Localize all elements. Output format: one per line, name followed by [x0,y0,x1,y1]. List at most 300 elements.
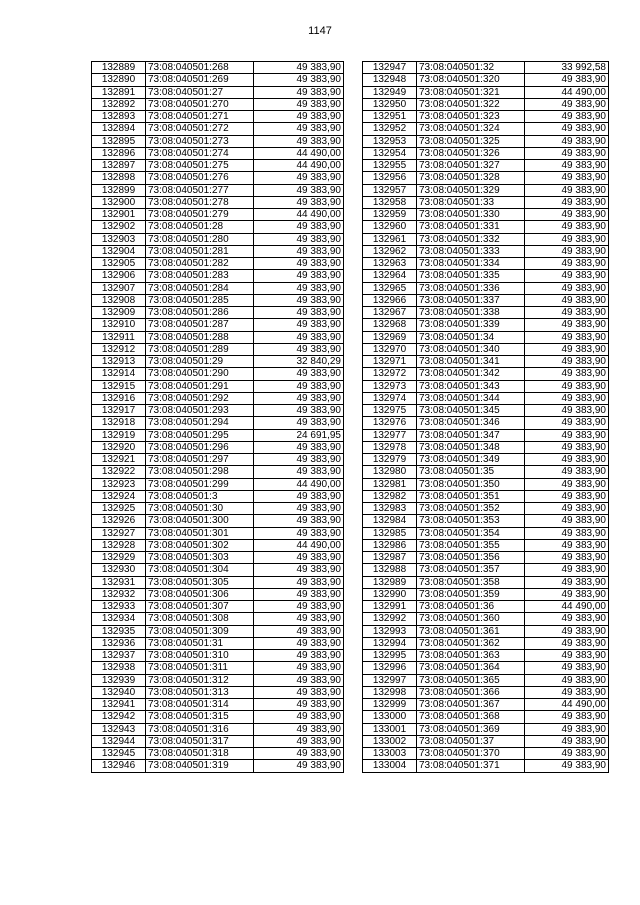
record-number-cell: 132934 [92,613,146,625]
cadastral-number-cell: 73:08:040501:353 [417,515,525,527]
cadastral-number-cell: 73:08:040501:305 [146,576,254,588]
cadastral-number-cell: 73:08:040501:351 [417,490,525,502]
cadastral-number-cell: 73:08:040501:292 [146,392,254,404]
table-row [92,711,344,723]
table-row [92,86,344,98]
cadastral-number-cell: 73:08:040501:269 [146,74,254,86]
cadastral-number-cell: 73:08:040501:268 [146,62,254,74]
cadastral-number-cell: 73:08:040501:346 [417,417,525,429]
cadastral-number-cell: 73:08:040501:3 [146,490,254,502]
cadastral-number-cell: 73:08:040501:363 [417,650,525,662]
table-row [92,478,344,490]
value-cell: 49 383,90 [525,123,609,135]
value-cell: 49 383,90 [254,490,344,502]
record-number-cell: 132985 [363,527,417,539]
table-row [92,650,344,662]
cadastral-number-cell: 73:08:040501:357 [417,564,525,576]
cadastral-number-cell: 73:08:040501:297 [146,454,254,466]
table-row [92,356,344,368]
value-cell: 49 383,90 [525,368,609,380]
value-cell: 49 383,90 [254,552,344,564]
value-cell: 49 383,90 [254,294,344,306]
cadastral-number-cell: 73:08:040501:306 [146,588,254,600]
record-number-cell: 132973 [363,380,417,392]
value-cell: 24 691,95 [254,429,344,441]
value-cell: 49 383,90 [254,86,344,98]
value-cell: 49 383,90 [525,147,609,159]
record-number-cell: 132897 [92,160,146,172]
value-cell: 49 383,90 [525,625,609,637]
cadastral-number-cell: 73:08:040501:320 [417,74,525,86]
cadastral-number-cell: 73:08:040501:280 [146,233,254,245]
cadastral-number-cell: 73:08:040501:319 [146,760,254,772]
value-cell: 49 383,90 [525,405,609,417]
value-cell: 49 383,90 [525,429,609,441]
table-row [92,637,344,649]
value-cell: 49 383,90 [254,172,344,184]
cadastral-number-cell: 73:08:040501:347 [417,429,525,441]
cadastral-number-cell: 73:08:040501:348 [417,441,525,453]
table-row [92,417,344,429]
table-row [363,135,609,147]
value-cell: 49 383,90 [525,209,609,221]
record-number-cell: 132906 [92,270,146,282]
cadastral-number-cell: 73:08:040501:369 [417,723,525,735]
table-row [92,674,344,686]
cadastral-number-cell: 73:08:040501:335 [417,270,525,282]
value-cell: 49 383,90 [254,417,344,429]
table-row [363,368,609,380]
record-number-cell: 132949 [363,86,417,98]
value-cell: 49 383,90 [254,650,344,662]
cadastral-number-cell: 73:08:040501:342 [417,368,525,380]
value-cell: 49 383,90 [254,748,344,760]
table-row [363,601,609,613]
record-number-cell: 132918 [92,417,146,429]
table-row [363,662,609,674]
value-cell: 49 383,90 [254,613,344,625]
record-number-cell: 132942 [92,711,146,723]
table-row [363,527,609,539]
value-cell: 49 383,90 [254,331,344,343]
value-cell: 49 383,90 [525,307,609,319]
value-cell: 49 383,90 [254,233,344,245]
value-cell: 49 383,90 [254,135,344,147]
table-row [92,172,344,184]
value-cell: 49 383,90 [254,270,344,282]
cadastral-number-cell: 73:08:040501:275 [146,160,254,172]
record-number-cell: 133000 [363,711,417,723]
cadastral-number-cell: 73:08:040501:277 [146,184,254,196]
table-row [363,699,609,711]
record-number-cell: 132920 [92,441,146,453]
record-number-cell: 132978 [363,441,417,453]
value-cell: 49 383,90 [254,221,344,233]
cadastral-number-cell: 73:08:040501:312 [146,674,254,686]
cadastral-number-cell: 73:08:040501:287 [146,319,254,331]
value-cell: 49 383,90 [254,588,344,600]
cadastral-number-cell: 73:08:040501:349 [417,454,525,466]
record-number-cell: 132932 [92,588,146,600]
value-cell: 49 383,90 [254,245,344,257]
value-cell: 49 383,90 [525,343,609,355]
cadastral-number-cell: 73:08:040501:285 [146,294,254,306]
record-number-cell: 132999 [363,699,417,711]
value-cell: 49 383,90 [254,196,344,208]
value-cell: 49 383,90 [525,564,609,576]
table-row [363,674,609,686]
record-number-cell: 132905 [92,258,146,270]
value-cell: 49 383,90 [254,282,344,294]
value-cell: 44 490,00 [254,539,344,551]
cadastral-number-cell: 73:08:040501:32 [417,62,525,74]
record-number-cell: 132968 [363,319,417,331]
record-number-cell: 132902 [92,221,146,233]
record-number-cell: 132975 [363,405,417,417]
record-number-cell: 132936 [92,637,146,649]
value-cell: 49 383,90 [254,454,344,466]
table-row [363,650,609,662]
record-number-cell: 132965 [363,282,417,294]
value-cell: 49 383,90 [525,417,609,429]
record-number-cell: 132953 [363,135,417,147]
record-number-cell: 132980 [363,466,417,478]
cadastral-number-cell: 73:08:040501:361 [417,625,525,637]
cadastral-number-cell: 73:08:040501:36 [417,601,525,613]
table-row [363,686,609,698]
cadastral-number-cell: 73:08:040501:313 [146,686,254,698]
record-number-cell: 132991 [363,601,417,613]
table-row [363,343,609,355]
value-cell: 49 383,90 [525,515,609,527]
cadastral-number-cell: 73:08:040501:330 [417,209,525,221]
table-row [92,539,344,551]
cadastral-number-cell: 73:08:040501:300 [146,515,254,527]
record-number-cell: 132925 [92,503,146,515]
table-row [92,209,344,221]
registry-table-body [363,62,609,773]
record-number-cell: 132919 [92,429,146,441]
cadastral-number-cell: 73:08:040501:339 [417,319,525,331]
table-row [363,539,609,551]
record-number-cell: 132899 [92,184,146,196]
cadastral-number-cell: 73:08:040501:30 [146,503,254,515]
value-cell: 44 490,00 [254,209,344,221]
cadastral-number-cell: 73:08:040501:316 [146,723,254,735]
registry-table-left [91,61,344,773]
record-number-cell: 132893 [92,111,146,123]
value-cell: 49 383,90 [525,490,609,502]
cadastral-number-cell: 73:08:040501:327 [417,160,525,172]
value-cell: 49 383,90 [254,625,344,637]
cadastral-number-cell: 73:08:040501:352 [417,503,525,515]
record-number-cell: 133001 [363,723,417,735]
value-cell: 49 383,90 [525,454,609,466]
cadastral-number-cell: 73:08:040501:35 [417,466,525,478]
table-row [363,233,609,245]
cadastral-number-cell: 73:08:040501:324 [417,123,525,135]
record-number-cell: 132983 [363,503,417,515]
table-row [363,258,609,270]
table-row [92,735,344,747]
cadastral-number-cell: 73:08:040501:274 [146,147,254,159]
value-cell: 49 383,90 [254,735,344,747]
cadastral-number-cell: 73:08:040501:34 [417,331,525,343]
record-number-cell: 132929 [92,552,146,564]
value-cell: 49 383,90 [254,662,344,674]
record-number-cell: 132915 [92,380,146,392]
value-cell: 49 383,90 [525,503,609,515]
cadastral-number-cell: 73:08:040501:283 [146,270,254,282]
cadastral-number-cell: 73:08:040501:298 [146,466,254,478]
record-number-cell: 132892 [92,98,146,110]
cadastral-number-cell: 73:08:040501:366 [417,686,525,698]
value-cell: 49 383,90 [525,245,609,257]
cadastral-number-cell: 73:08:040501:362 [417,637,525,649]
table-row [92,490,344,502]
record-number-cell: 132896 [92,147,146,159]
cadastral-number-cell: 73:08:040501:371 [417,760,525,772]
table-row [92,307,344,319]
value-cell: 49 383,90 [254,711,344,723]
table-row [92,319,344,331]
record-number-cell: 132917 [92,405,146,417]
cadastral-number-cell: 73:08:040501:359 [417,588,525,600]
table-row [92,258,344,270]
table-row [363,62,609,74]
record-number-cell: 132898 [92,172,146,184]
cadastral-number-cell: 73:08:040501:272 [146,123,254,135]
value-cell: 49 383,90 [525,466,609,478]
record-number-cell: 132958 [363,196,417,208]
value-cell: 49 383,90 [254,184,344,196]
cadastral-number-cell: 73:08:040501:291 [146,380,254,392]
value-cell: 49 383,90 [254,674,344,686]
table-row [363,98,609,110]
table-row [363,221,609,233]
table-row [363,441,609,453]
value-cell: 49 383,90 [525,380,609,392]
cadastral-number-cell: 73:08:040501:278 [146,196,254,208]
cadastral-number-cell: 73:08:040501:365 [417,674,525,686]
registry-table-body [92,62,344,773]
record-number-cell: 132995 [363,650,417,662]
cadastral-number-cell: 73:08:040501:296 [146,441,254,453]
cadastral-number-cell: 73:08:040501:340 [417,343,525,355]
value-cell: 49 383,90 [525,172,609,184]
cadastral-number-cell: 73:08:040501:293 [146,405,254,417]
table-row [92,343,344,355]
cadastral-number-cell: 73:08:040501:276 [146,172,254,184]
table-row [363,760,609,772]
value-cell: 49 383,90 [525,282,609,294]
cadastral-number-cell: 73:08:040501:355 [417,539,525,551]
cadastral-number-cell: 73:08:040501:308 [146,613,254,625]
record-number-cell: 132923 [92,478,146,490]
record-number-cell: 132933 [92,601,146,613]
record-number-cell: 132963 [363,258,417,270]
cadastral-number-cell: 73:08:040501:289 [146,343,254,355]
table-row [363,625,609,637]
table-row [363,588,609,600]
value-cell: 49 383,90 [525,686,609,698]
record-number-cell: 132900 [92,196,146,208]
record-number-cell: 132948 [363,74,417,86]
value-cell: 49 383,90 [254,258,344,270]
cadastral-number-cell: 73:08:040501:304 [146,564,254,576]
value-cell: 49 383,90 [254,564,344,576]
table-row [92,503,344,515]
record-number-cell: 132966 [363,294,417,306]
record-number-cell: 132970 [363,343,417,355]
cadastral-number-cell: 73:08:040501:345 [417,405,525,417]
record-number-cell: 132904 [92,245,146,257]
record-number-cell: 132946 [92,760,146,772]
value-cell: 49 383,90 [525,74,609,86]
value-cell: 49 383,90 [525,527,609,539]
table-row [363,503,609,515]
table-row [92,245,344,257]
record-number-cell: 132921 [92,454,146,466]
value-cell: 44 490,00 [254,478,344,490]
record-number-cell: 133004 [363,760,417,772]
table-row [92,662,344,674]
record-number-cell: 132909 [92,307,146,319]
record-number-cell: 132935 [92,625,146,637]
table-row [92,160,344,172]
record-number-cell: 132895 [92,135,146,147]
value-cell: 49 383,90 [525,735,609,747]
table-row [363,711,609,723]
table-row [92,270,344,282]
table-row [92,564,344,576]
value-cell: 49 383,90 [254,405,344,417]
record-number-cell: 132928 [92,539,146,551]
value-cell: 49 383,90 [525,539,609,551]
cadastral-number-cell: 73:08:040501:31 [146,637,254,649]
table-row [363,735,609,747]
value-cell: 49 383,90 [254,466,344,478]
cadastral-number-cell: 73:08:040501:334 [417,258,525,270]
record-number-cell: 132988 [363,564,417,576]
table-row [363,74,609,86]
cadastral-number-cell: 73:08:040501:333 [417,245,525,257]
record-number-cell: 132989 [363,576,417,588]
record-number-cell: 132954 [363,147,417,159]
table-row [92,294,344,306]
table-row [92,748,344,760]
cadastral-number-cell: 73:08:040501:310 [146,650,254,662]
value-cell: 49 383,90 [525,650,609,662]
value-cell: 49 383,90 [525,331,609,343]
record-number-cell: 132931 [92,576,146,588]
table-row [92,405,344,417]
value-cell: 49 383,90 [254,392,344,404]
record-number-cell: 132987 [363,552,417,564]
table-row [92,282,344,294]
table-row [363,748,609,760]
table-row [92,441,344,453]
cadastral-number-cell: 73:08:040501:358 [417,576,525,588]
record-number-cell: 132998 [363,686,417,698]
cadastral-number-cell: 73:08:040501:336 [417,282,525,294]
table-row [92,184,344,196]
table-row [92,613,344,625]
value-cell: 49 383,90 [525,111,609,123]
table-row [363,637,609,649]
record-number-cell: 132990 [363,588,417,600]
cadastral-number-cell: 73:08:040501:337 [417,294,525,306]
record-number-cell: 132908 [92,294,146,306]
table-row [92,380,344,392]
value-cell: 49 383,90 [254,686,344,698]
value-cell: 49 383,90 [525,319,609,331]
value-cell: 33 992,58 [525,62,609,74]
value-cell: 49 383,90 [525,196,609,208]
cadastral-number-cell: 73:08:040501:27 [146,86,254,98]
table-row [363,466,609,478]
value-cell: 49 383,90 [525,613,609,625]
record-number-cell: 132903 [92,233,146,245]
value-cell: 49 383,90 [525,662,609,674]
record-number-cell: 132955 [363,160,417,172]
record-number-cell: 132901 [92,209,146,221]
record-number-cell: 132945 [92,748,146,760]
value-cell: 49 383,90 [525,478,609,490]
table-row [363,172,609,184]
record-number-cell: 132993 [363,625,417,637]
cadastral-number-cell: 73:08:040501:307 [146,601,254,613]
cadastral-number-cell: 73:08:040501:288 [146,331,254,343]
value-cell: 49 383,90 [525,356,609,368]
value-cell: 49 383,90 [254,343,344,355]
record-number-cell: 132950 [363,98,417,110]
record-number-cell: 132951 [363,111,417,123]
cadastral-number-cell: 73:08:040501:329 [417,184,525,196]
table-row [363,123,609,135]
table-row [363,294,609,306]
record-number-cell: 132996 [363,662,417,674]
value-cell: 49 383,90 [254,637,344,649]
value-cell: 49 383,90 [254,98,344,110]
table-row [92,111,344,123]
table-row [92,62,344,74]
cadastral-number-cell: 73:08:040501:354 [417,527,525,539]
table-row [92,196,344,208]
table-row [363,245,609,257]
value-cell: 49 383,90 [525,160,609,172]
value-cell: 44 490,00 [254,160,344,172]
record-number-cell: 132907 [92,282,146,294]
record-number-cell: 132962 [363,245,417,257]
table-row [92,331,344,343]
record-number-cell: 132964 [363,270,417,282]
record-number-cell: 132984 [363,515,417,527]
table-row [363,613,609,625]
value-cell: 49 383,90 [254,368,344,380]
table-row [92,221,344,233]
record-number-cell: 132943 [92,723,146,735]
table-row [363,429,609,441]
cadastral-number-cell: 73:08:040501:318 [146,748,254,760]
cadastral-number-cell: 73:08:040501:299 [146,478,254,490]
table-row [92,527,344,539]
cadastral-number-cell: 73:08:040501:344 [417,392,525,404]
cadastral-number-cell: 73:08:040501:270 [146,98,254,110]
cadastral-number-cell: 73:08:040501:338 [417,307,525,319]
cadastral-number-cell: 73:08:040501:273 [146,135,254,147]
value-cell: 49 383,90 [525,221,609,233]
